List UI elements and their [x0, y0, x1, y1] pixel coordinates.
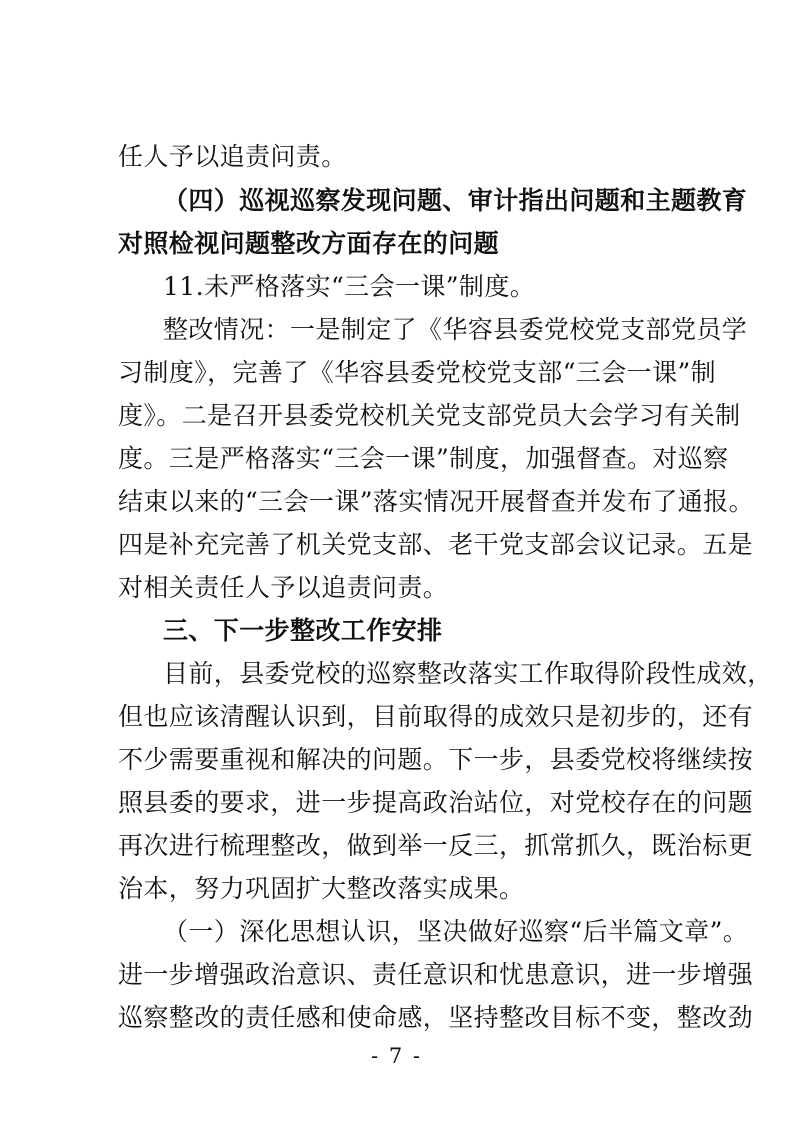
paragraph-line: 对相关责任人予以追责问责。 — [118, 573, 449, 602]
paragraph-line: 任人予以追责问责。 — [118, 142, 347, 171]
paragraph-line: 度》。二是召开县委党校机关党支部党员大会学习有关制 — [118, 401, 741, 430]
section-heading-line: 对照检视问题整改方面存在的问题 — [118, 229, 500, 258]
paragraph-line: 度。三是严格落实“三会一课”制度，加强督查。对巡察 — [118, 444, 729, 473]
item-title-line: 11.未严格落实“三会一课”制度。 — [163, 272, 536, 301]
paragraph-line: 习制度》，完善了《华容县委党校党支部“三会一课”制 — [118, 358, 717, 387]
paragraph-line: 结束以来的“三会一课”落实情况开展督查并发布了通报。 — [118, 487, 754, 516]
paragraph-line: 照县委的要求，进一步提高政治站位，对党校存在的问题 — [118, 788, 754, 817]
paragraph-line: 但也应该清醒认识到，目前取得的成效只是初步的，还有 — [118, 702, 754, 731]
paragraph-line: 巡察整改的责任感和使命感，坚持整改目标不变，整改劲 — [118, 1003, 754, 1032]
paragraph-line: 目前，县委党校的巡察整改落实工作取得阶段性成效， — [163, 659, 773, 688]
paragraph-line: 整改情况：一是制定了《华容县委党校党支部党员学 — [163, 315, 748, 344]
paragraph-line: 不少需要重视和解决的问题。下一步，县委党校将继续按 — [118, 745, 754, 774]
section-heading-line: （四）巡视巡察发现问题、审计指出问题和主题教育 — [163, 186, 748, 215]
subsection-heading-line: （一）深化思想认识，坚决做好巡察“后半篇文章”。 — [163, 917, 749, 946]
paragraph-line: 治本，努力巩固扩大整改落实成果。 — [118, 874, 525, 903]
paragraph-line: 四是补充完善了机关党支部、老干党支部会议记录。五是 — [118, 530, 754, 559]
paragraph-line: 再次进行梳理整改，做到举一反三，抓常抓久，既治标更 — [118, 831, 754, 860]
page-number: - 7 - — [371, 1044, 422, 1068]
paragraph-line: 进一步增强政治意识、责任意识和忧患意识，进一步增强 — [118, 960, 754, 989]
chapter-heading: 三、下一步整改工作安排 — [163, 616, 443, 645]
